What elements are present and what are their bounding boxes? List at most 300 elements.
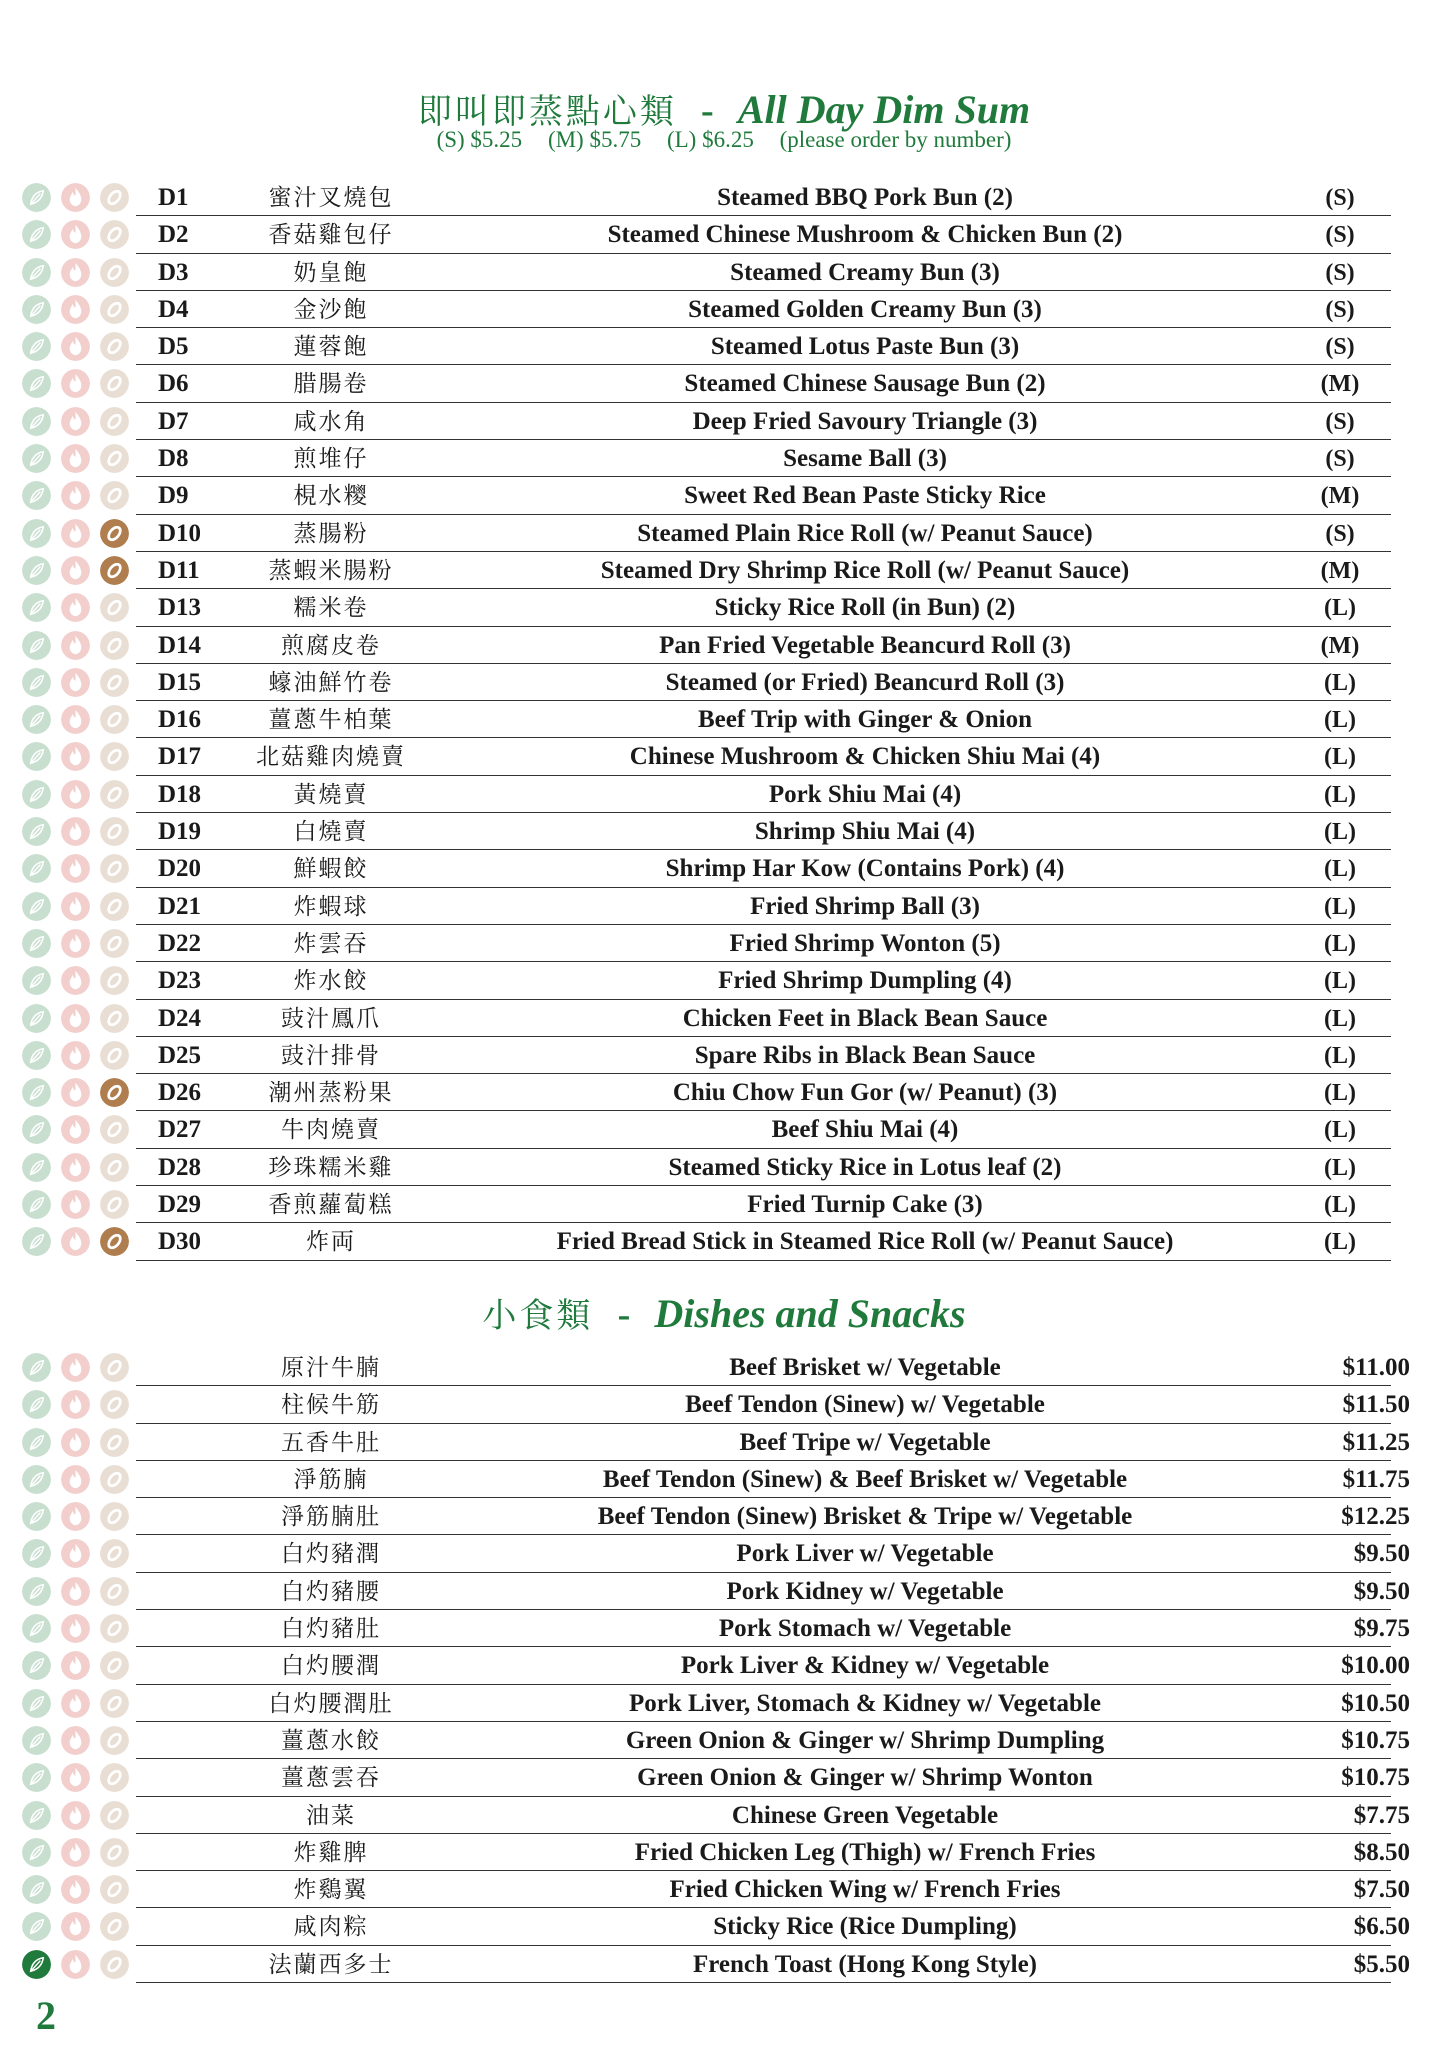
spicy-flame-icon: [61, 556, 90, 585]
spicy-flame-icon: [61, 1875, 90, 1904]
item-name-en: Pork Liver, Stomach & Kidney w/ Vegetable: [629, 1689, 1101, 1717]
menu-item-row: [0, 738, 1448, 775]
item-price: $7.50: [1353, 1876, 1410, 1904]
peanut-icon: [100, 705, 129, 734]
menu-item-row: [0, 328, 1448, 365]
vegetarian-leaf-icon: [22, 1539, 51, 1568]
item-name-en: Deep Fried Savoury Triangle (3): [692, 407, 1038, 435]
peanut-icon: [100, 1153, 129, 1182]
item-name-zh: 炸鷄翼: [293, 1877, 369, 1904]
menu-item-row: [0, 1349, 1448, 1386]
peanut-icon: [100, 1539, 129, 1568]
item-name-zh: 原汁牛腩: [281, 1355, 381, 1381]
item-code: D15: [158, 668, 202, 696]
item-code: D30: [158, 1228, 202, 1256]
item-code: D25: [158, 1041, 202, 1069]
vegetarian-leaf-icon: [22, 1801, 51, 1830]
item-size: (L): [1324, 1192, 1356, 1219]
menu-item-row: [0, 477, 1448, 514]
item-code: D16: [158, 706, 202, 734]
menu-item-row: [0, 1149, 1448, 1186]
item-name-en: Sticky Rice Roll (in Bun) (2): [714, 594, 1016, 622]
item-name-en: Spare Ribs in Black Bean Sauce: [694, 1041, 1036, 1069]
spicy-flame-icon: [61, 1577, 90, 1606]
item-name-zh: 北菇雞肉燒賣: [256, 744, 406, 771]
dim-sum-section-title: [0, 84, 1448, 133]
vegetarian-leaf-icon: [22, 966, 51, 995]
item-name-zh: 煎腐皮卷: [281, 632, 381, 659]
peanut-icon: [100, 892, 129, 921]
item-code: D26: [158, 1079, 202, 1107]
item-size: (S): [1325, 222, 1355, 249]
item-size: (L): [1324, 744, 1356, 771]
spicy-flame-icon: [61, 1539, 90, 1568]
spicy-flame-icon: [61, 1227, 90, 1256]
item-name-en: Steamed Lotus Paste Bun (3): [710, 333, 1020, 361]
peanut-icon: [100, 369, 129, 398]
peanut-icon: [100, 1227, 129, 1256]
spicy-flame-icon: [61, 369, 90, 398]
menu-item-row: [0, 1647, 1448, 1684]
item-price: $12.25: [1341, 1503, 1410, 1531]
item-name-en: Steamed Chinese Sausage Bun (2): [684, 370, 1046, 398]
menu-item-row: [0, 1498, 1448, 1535]
spicy-flame-icon: [61, 1502, 90, 1531]
item-price: $10.50: [1341, 1689, 1410, 1717]
menu-item-row: [0, 1037, 1448, 1074]
vegetarian-leaf-icon: [22, 1614, 51, 1643]
item-size: (L): [1324, 1229, 1356, 1256]
peanut-icon: [100, 556, 129, 585]
item-code: D27: [158, 1116, 202, 1144]
spicy-flame-icon: [61, 220, 90, 249]
item-name-zh: 法蘭西多士: [268, 1951, 394, 1978]
menu-item-row: [0, 1223, 1448, 1260]
item-code: D1: [158, 184, 189, 211]
peanut-icon: [100, 1353, 129, 1382]
menu-item-row: [0, 440, 1448, 477]
item-name-zh: 煎堆仔: [293, 446, 369, 473]
item-name-en: Beef Tendon (Sinew) Brisket & Tripe w/ Vegetable: [597, 1503, 1133, 1531]
menu-item-row: [0, 1871, 1448, 1908]
menu-item-row: [0, 1946, 1448, 1983]
item-name-en: Green Onion & Ginger w/ Shrimp Dumpling: [625, 1726, 1105, 1754]
item-name-zh: 黃燒賣: [293, 781, 369, 808]
item-name-en: Sesame Ball (3): [783, 445, 947, 473]
peanut-icon: [100, 407, 129, 436]
menu-item-row: [0, 962, 1448, 999]
item-name-zh: 香菇雞包仔: [268, 222, 394, 249]
price-legend-medium: (M) $5.75: [547, 127, 642, 152]
item-price: $5.50: [1353, 1950, 1410, 1978]
item-name-en: Steamed Golden Creamy Bun (3): [688, 295, 1042, 323]
menu-item-row: [0, 888, 1448, 925]
menu-item-row: [0, 515, 1448, 552]
item-size: (S): [1325, 408, 1355, 435]
vegetarian-leaf-icon: [22, 1726, 51, 1755]
item-code: D11: [158, 556, 200, 584]
item-name-en: Fried Shrimp Ball (3): [750, 892, 980, 920]
spicy-flame-icon: [61, 631, 90, 660]
item-price: $11.25: [1342, 1428, 1410, 1456]
item-size: (L): [1324, 781, 1356, 808]
peanut-icon: [100, 1428, 129, 1457]
item-name-zh: 珍珠糯米雞: [268, 1154, 394, 1181]
spicy-flame-icon: [61, 1115, 90, 1144]
spicy-flame-icon: [61, 1801, 90, 1830]
menu-item-row: [0, 589, 1448, 626]
item-code: D3: [158, 258, 189, 286]
item-size: (L): [1324, 856, 1356, 883]
peanut-icon: [100, 1763, 129, 1792]
item-name-zh: 薑蔥牛柏葉: [268, 707, 394, 734]
item-size: (M): [1320, 557, 1360, 584]
item-name-zh: 炸両: [306, 1229, 356, 1256]
item-code: D2: [158, 221, 189, 249]
vegetarian-leaf-icon: [22, 332, 51, 361]
dim-sum-title-zh: 即叫即蒸點心類: [417, 92, 677, 132]
item-name-zh: 咸水角: [293, 408, 369, 435]
spicy-flame-icon: [61, 1390, 90, 1419]
item-code: D22: [158, 929, 202, 957]
menu-item-row: [0, 1759, 1448, 1796]
vegetarian-leaf-icon: [22, 444, 51, 473]
vegetarian-leaf-icon: [22, 1950, 51, 1979]
spicy-flame-icon: [61, 1950, 90, 1979]
vegetarian-leaf-icon: [22, 220, 51, 249]
item-name-en: Steamed (or Fried) Beancurd Roll (3): [665, 668, 1065, 696]
item-name-zh: 潮州蒸粉果: [268, 1080, 394, 1107]
item-name-zh: 油菜: [306, 1802, 356, 1829]
peanut-icon: [100, 1875, 129, 1904]
item-name-zh: 蠔油鮮竹卷: [268, 669, 394, 696]
item-code: D21: [158, 892, 202, 920]
spicy-flame-icon: [61, 780, 90, 809]
item-name-en: Beef Shiu Mai (4): [771, 1116, 959, 1144]
spicy-flame-icon: [61, 929, 90, 958]
item-name-en: Chinese Green Vegetable: [731, 1801, 999, 1829]
vegetarian-leaf-icon: [22, 1875, 51, 1904]
item-name-zh: 豉汁鳳爪: [281, 1005, 381, 1032]
menu-item-row: [0, 1610, 1448, 1647]
item-name-en: Pan Fried Vegetable Beancurd Roll (3): [659, 631, 1071, 659]
vegetarian-leaf-icon: [22, 1227, 51, 1256]
spicy-flame-icon: [61, 407, 90, 436]
menu-item-row: [0, 254, 1448, 291]
spicy-flame-icon: [61, 1153, 90, 1182]
vegetarian-leaf-icon: [22, 892, 51, 921]
snacks-menu-list: [0, 1349, 1448, 1983]
peanut-icon: [100, 668, 129, 697]
item-name-en: Fried Shrimp Wonton (5): [729, 929, 1001, 957]
vegetarian-leaf-icon: [22, 1041, 51, 1070]
peanut-icon: [100, 817, 129, 846]
dim-sum-menu-list: [0, 179, 1448, 1261]
menu-item-row: [0, 1573, 1448, 1610]
item-name-en: Beef Tripe w/ Vegetable: [739, 1428, 991, 1456]
vegetarian-leaf-icon: [22, 817, 51, 846]
menu-item-row: [0, 291, 1448, 328]
item-name-en: Steamed Dry Shrimp Rice Roll (w/ Peanut Sauce): [600, 556, 1130, 584]
peanut-icon: [100, 1190, 129, 1219]
peanut-icon: [100, 1614, 129, 1643]
item-code: D13: [158, 594, 202, 622]
vegetarian-leaf-icon: [22, 556, 51, 585]
vegetarian-leaf-icon: [22, 929, 51, 958]
spicy-flame-icon: [61, 593, 90, 622]
peanut-icon: [100, 929, 129, 958]
menu-item-row: [0, 1461, 1448, 1498]
peanut-icon: [100, 220, 129, 249]
item-size: (S): [1325, 296, 1355, 323]
item-price: $9.50: [1353, 1540, 1410, 1568]
item-size: (M): [1320, 371, 1360, 398]
peanut-icon: [100, 332, 129, 361]
item-name-zh: 白灼豬潤: [281, 1541, 381, 1568]
menu-item-row: [0, 776, 1448, 813]
vegetarian-leaf-icon: [22, 1577, 51, 1606]
peanut-icon: [100, 1041, 129, 1070]
item-name-en: Beef Brisket w/ Vegetable: [729, 1354, 1001, 1381]
peanut-icon: [100, 1838, 129, 1867]
dim-sum-title-en: All Day Dim Sum: [737, 87, 1031, 132]
item-price: $8.50: [1353, 1838, 1410, 1866]
item-name-en: Chinese Mushroom & Chicken Shiu Mai (4): [629, 743, 1101, 771]
spicy-flame-icon: [61, 519, 90, 548]
item-name-zh: 白灼豬肚: [281, 1616, 381, 1643]
item-name-en: Shrimp Shiu Mai (4): [754, 818, 976, 846]
item-name-zh: 蒸蝦米腸粉: [268, 557, 394, 584]
item-price: $11.00: [1342, 1354, 1410, 1381]
peanut-icon: [100, 1115, 129, 1144]
item-name-zh: 白燒賣: [293, 819, 369, 846]
item-name-zh: 蒸腸粉: [293, 520, 369, 547]
peanut-icon: [100, 1912, 129, 1941]
vegetarian-leaf-icon: [22, 1651, 51, 1680]
peanut-icon: [100, 481, 129, 510]
item-name-zh: 炸雲吞: [293, 930, 369, 957]
item-name-en: Pork Kidney w/ Vegetable: [726, 1577, 1004, 1605]
item-name-en: Pork Stomach w/ Vegetable: [718, 1615, 1012, 1643]
item-size: (S): [1325, 259, 1355, 286]
spicy-flame-icon: [61, 183, 90, 212]
price-legend-note: (please order by number): [779, 127, 1012, 152]
item-name-zh: 香煎蘿蔔糕: [268, 1192, 394, 1219]
snacks-title-separator: -: [617, 1294, 631, 1336]
item-size: (L): [1324, 707, 1356, 734]
item-code: D7: [158, 407, 189, 435]
item-size: (L): [1324, 1005, 1356, 1032]
menu-item-row: [0, 1424, 1448, 1461]
vegetarian-leaf-icon: [22, 1153, 51, 1182]
peanut-icon: [100, 295, 129, 324]
menu-item-row: [0, 179, 1448, 216]
item-price: $10.75: [1341, 1764, 1410, 1792]
item-name-en: Chiu Chow Fun Gor (w/ Peanut) (3): [672, 1079, 1058, 1107]
item-code: D29: [158, 1191, 202, 1219]
peanut-icon: [100, 966, 129, 995]
vegetarian-leaf-icon: [22, 854, 51, 883]
item-size: (M): [1320, 632, 1360, 659]
item-name-zh: 薑蔥水餃: [281, 1727, 381, 1754]
peanut-icon: [100, 1950, 129, 1979]
item-name-zh: 金沙飽: [293, 296, 369, 323]
vegetarian-leaf-icon: [22, 258, 51, 287]
item-name-en: Fried Chicken Leg (Thigh) w/ French Fries: [634, 1838, 1096, 1866]
spicy-flame-icon: [61, 892, 90, 921]
item-name-zh: 白灼腰潤肚: [268, 1690, 394, 1717]
spicy-flame-icon: [61, 1912, 90, 1941]
spicy-flame-icon: [61, 854, 90, 883]
peanut-icon: [100, 1004, 129, 1033]
item-price: $7.75: [1353, 1801, 1410, 1829]
spicy-flame-icon: [61, 1763, 90, 1792]
item-code: D23: [158, 967, 202, 995]
peanut-icon: [100, 593, 129, 622]
item-code: D10: [158, 519, 202, 547]
menu-item-row: [0, 1834, 1448, 1871]
vegetarian-leaf-icon: [22, 668, 51, 697]
peanut-icon: [100, 780, 129, 809]
item-price: $6.50: [1353, 1913, 1410, 1941]
item-size: (L): [1324, 1042, 1356, 1069]
spicy-flame-icon: [61, 742, 90, 771]
item-size: (L): [1324, 968, 1356, 995]
spicy-flame-icon: [61, 1689, 90, 1718]
item-name-zh: 白灼腰潤: [281, 1653, 381, 1680]
item-code: D6: [158, 370, 189, 398]
item-name-en: Fried Turnip Cake (3): [747, 1191, 983, 1219]
item-code: D20: [158, 855, 202, 883]
item-name-zh: 腊腸卷: [293, 371, 369, 398]
item-name-zh: 豉汁排骨: [281, 1042, 381, 1069]
spicy-flame-icon: [61, 258, 90, 287]
page-number: 2: [36, 1993, 56, 2038]
spicy-flame-icon: [61, 668, 90, 697]
vegetarian-leaf-icon: [22, 1190, 51, 1219]
menu-item-row: [0, 1722, 1448, 1759]
item-code: D8: [158, 445, 189, 473]
spicy-flame-icon: [61, 1078, 90, 1107]
item-name-zh: 炸水餃: [293, 968, 369, 995]
item-name-zh: 淨筋腩肚: [281, 1504, 381, 1531]
item-name-zh: 炸雞脾: [293, 1839, 369, 1866]
price-legend-large: (L) $6.25: [666, 127, 754, 152]
peanut-icon: [100, 1502, 129, 1531]
snacks-section-title: [0, 1288, 1448, 1337]
item-name-en: Sticky Rice (Rice Dumpling): [713, 1913, 1017, 1941]
spicy-flame-icon: [61, 817, 90, 846]
menu-item-row: [0, 1908, 1448, 1945]
spicy-flame-icon: [61, 1465, 90, 1494]
item-code: D4: [158, 295, 189, 323]
spicy-flame-icon: [61, 1041, 90, 1070]
item-code: D24: [158, 1004, 202, 1032]
item-name-en: Steamed Creamy Bun (3): [730, 258, 1000, 286]
item-name-zh: 薑蔥雲吞: [281, 1765, 381, 1792]
vegetarian-leaf-icon: [22, 1390, 51, 1419]
item-size: (S): [1325, 446, 1355, 473]
item-price: $10.75: [1341, 1726, 1410, 1754]
item-size: (S): [1325, 185, 1355, 211]
item-name-en: Beef Trip with Ginger & Onion: [697, 706, 1033, 734]
vegetarian-leaf-icon: [22, 1428, 51, 1457]
menu-item-row: [0, 1000, 1448, 1037]
item-name-en: Chicken Feet in Black Bean Sauce: [682, 1004, 1048, 1032]
peanut-icon: [100, 1390, 129, 1419]
vegetarian-leaf-icon: [22, 1004, 51, 1033]
menu-item-row: [0, 1386, 1448, 1423]
item-name-zh: 白灼豬腰: [281, 1578, 381, 1605]
menu-item-row: [0, 1535, 1448, 1572]
peanut-icon: [100, 854, 129, 883]
item-price: $11.75: [1342, 1465, 1410, 1493]
item-name-en: Steamed Plain Rice Roll (w/ Peanut Sauce): [637, 519, 1093, 547]
item-price: $9.50: [1353, 1577, 1410, 1605]
menu-item-row: [0, 813, 1448, 850]
peanut-icon: [100, 258, 129, 287]
item-name-zh: 炸蝦球: [293, 893, 369, 920]
item-name-zh: 牛肉燒賣: [281, 1117, 381, 1144]
spicy-flame-icon: [61, 1726, 90, 1755]
item-name-zh: 淨筋腩: [293, 1466, 369, 1493]
item-size: (L): [1324, 595, 1356, 622]
vegetarian-leaf-icon: [22, 1078, 51, 1107]
peanut-icon: [100, 1078, 129, 1107]
item-name-en: Steamed Sticky Rice in Lotus leaf (2): [668, 1153, 1062, 1181]
item-name-en: Steamed Chinese Mushroom & Chicken Bun (2): [607, 221, 1123, 249]
menu-item-row: [0, 701, 1448, 738]
vegetarian-leaf-icon: [22, 369, 51, 398]
item-size: (L): [1324, 1080, 1356, 1107]
spicy-flame-icon: [61, 481, 90, 510]
item-code: D18: [158, 780, 202, 808]
peanut-icon: [100, 1651, 129, 1680]
item-name-zh: 咸肉粽: [293, 1914, 369, 1941]
vegetarian-leaf-icon: [22, 1115, 51, 1144]
vegetarian-leaf-icon: [22, 519, 51, 548]
peanut-icon: [100, 519, 129, 548]
item-name-zh: 梘水糭: [293, 483, 369, 510]
item-name-en: Shrimp Har Kow (Contains Pork) (4): [665, 855, 1065, 883]
item-name-en: Pork Shiu Mai (4): [768, 780, 962, 808]
vegetarian-leaf-icon: [22, 1838, 51, 1867]
vegetarian-leaf-icon: [22, 295, 51, 324]
price-legend-small: (S) $5.25: [436, 127, 523, 152]
vegetarian-leaf-icon: [22, 1502, 51, 1531]
menu-item-row: [0, 365, 1448, 402]
item-name-en: French Toast (Hong Kong Style): [692, 1950, 1038, 1978]
item-price: $11.50: [1342, 1391, 1410, 1419]
item-name-en: Green Onion & Ginger w/ Shrimp Wonton: [637, 1764, 1093, 1792]
item-size: (L): [1324, 819, 1356, 846]
spicy-flame-icon: [61, 332, 90, 361]
item-code: D9: [158, 482, 189, 510]
peanut-icon: [100, 1726, 129, 1755]
spicy-flame-icon: [61, 1614, 90, 1643]
vegetarian-leaf-icon: [22, 1465, 51, 1494]
item-size: (L): [1324, 893, 1356, 920]
vegetarian-leaf-icon: [22, 1763, 51, 1792]
spicy-flame-icon: [61, 1004, 90, 1033]
item-name-en: Fried Bread Stick in Steamed Rice Roll (w/ Peanut Sauce): [556, 1228, 1174, 1256]
peanut-icon: [100, 444, 129, 473]
item-name-zh: 蜜汁叉燒包: [268, 185, 394, 211]
menu-item-row: [0, 216, 1448, 253]
item-name-en: Fried Shrimp Dumpling (4): [718, 967, 1012, 995]
spicy-flame-icon: [61, 295, 90, 324]
item-name-en: Fried Chicken Wing w/ French Fries: [669, 1876, 1061, 1904]
